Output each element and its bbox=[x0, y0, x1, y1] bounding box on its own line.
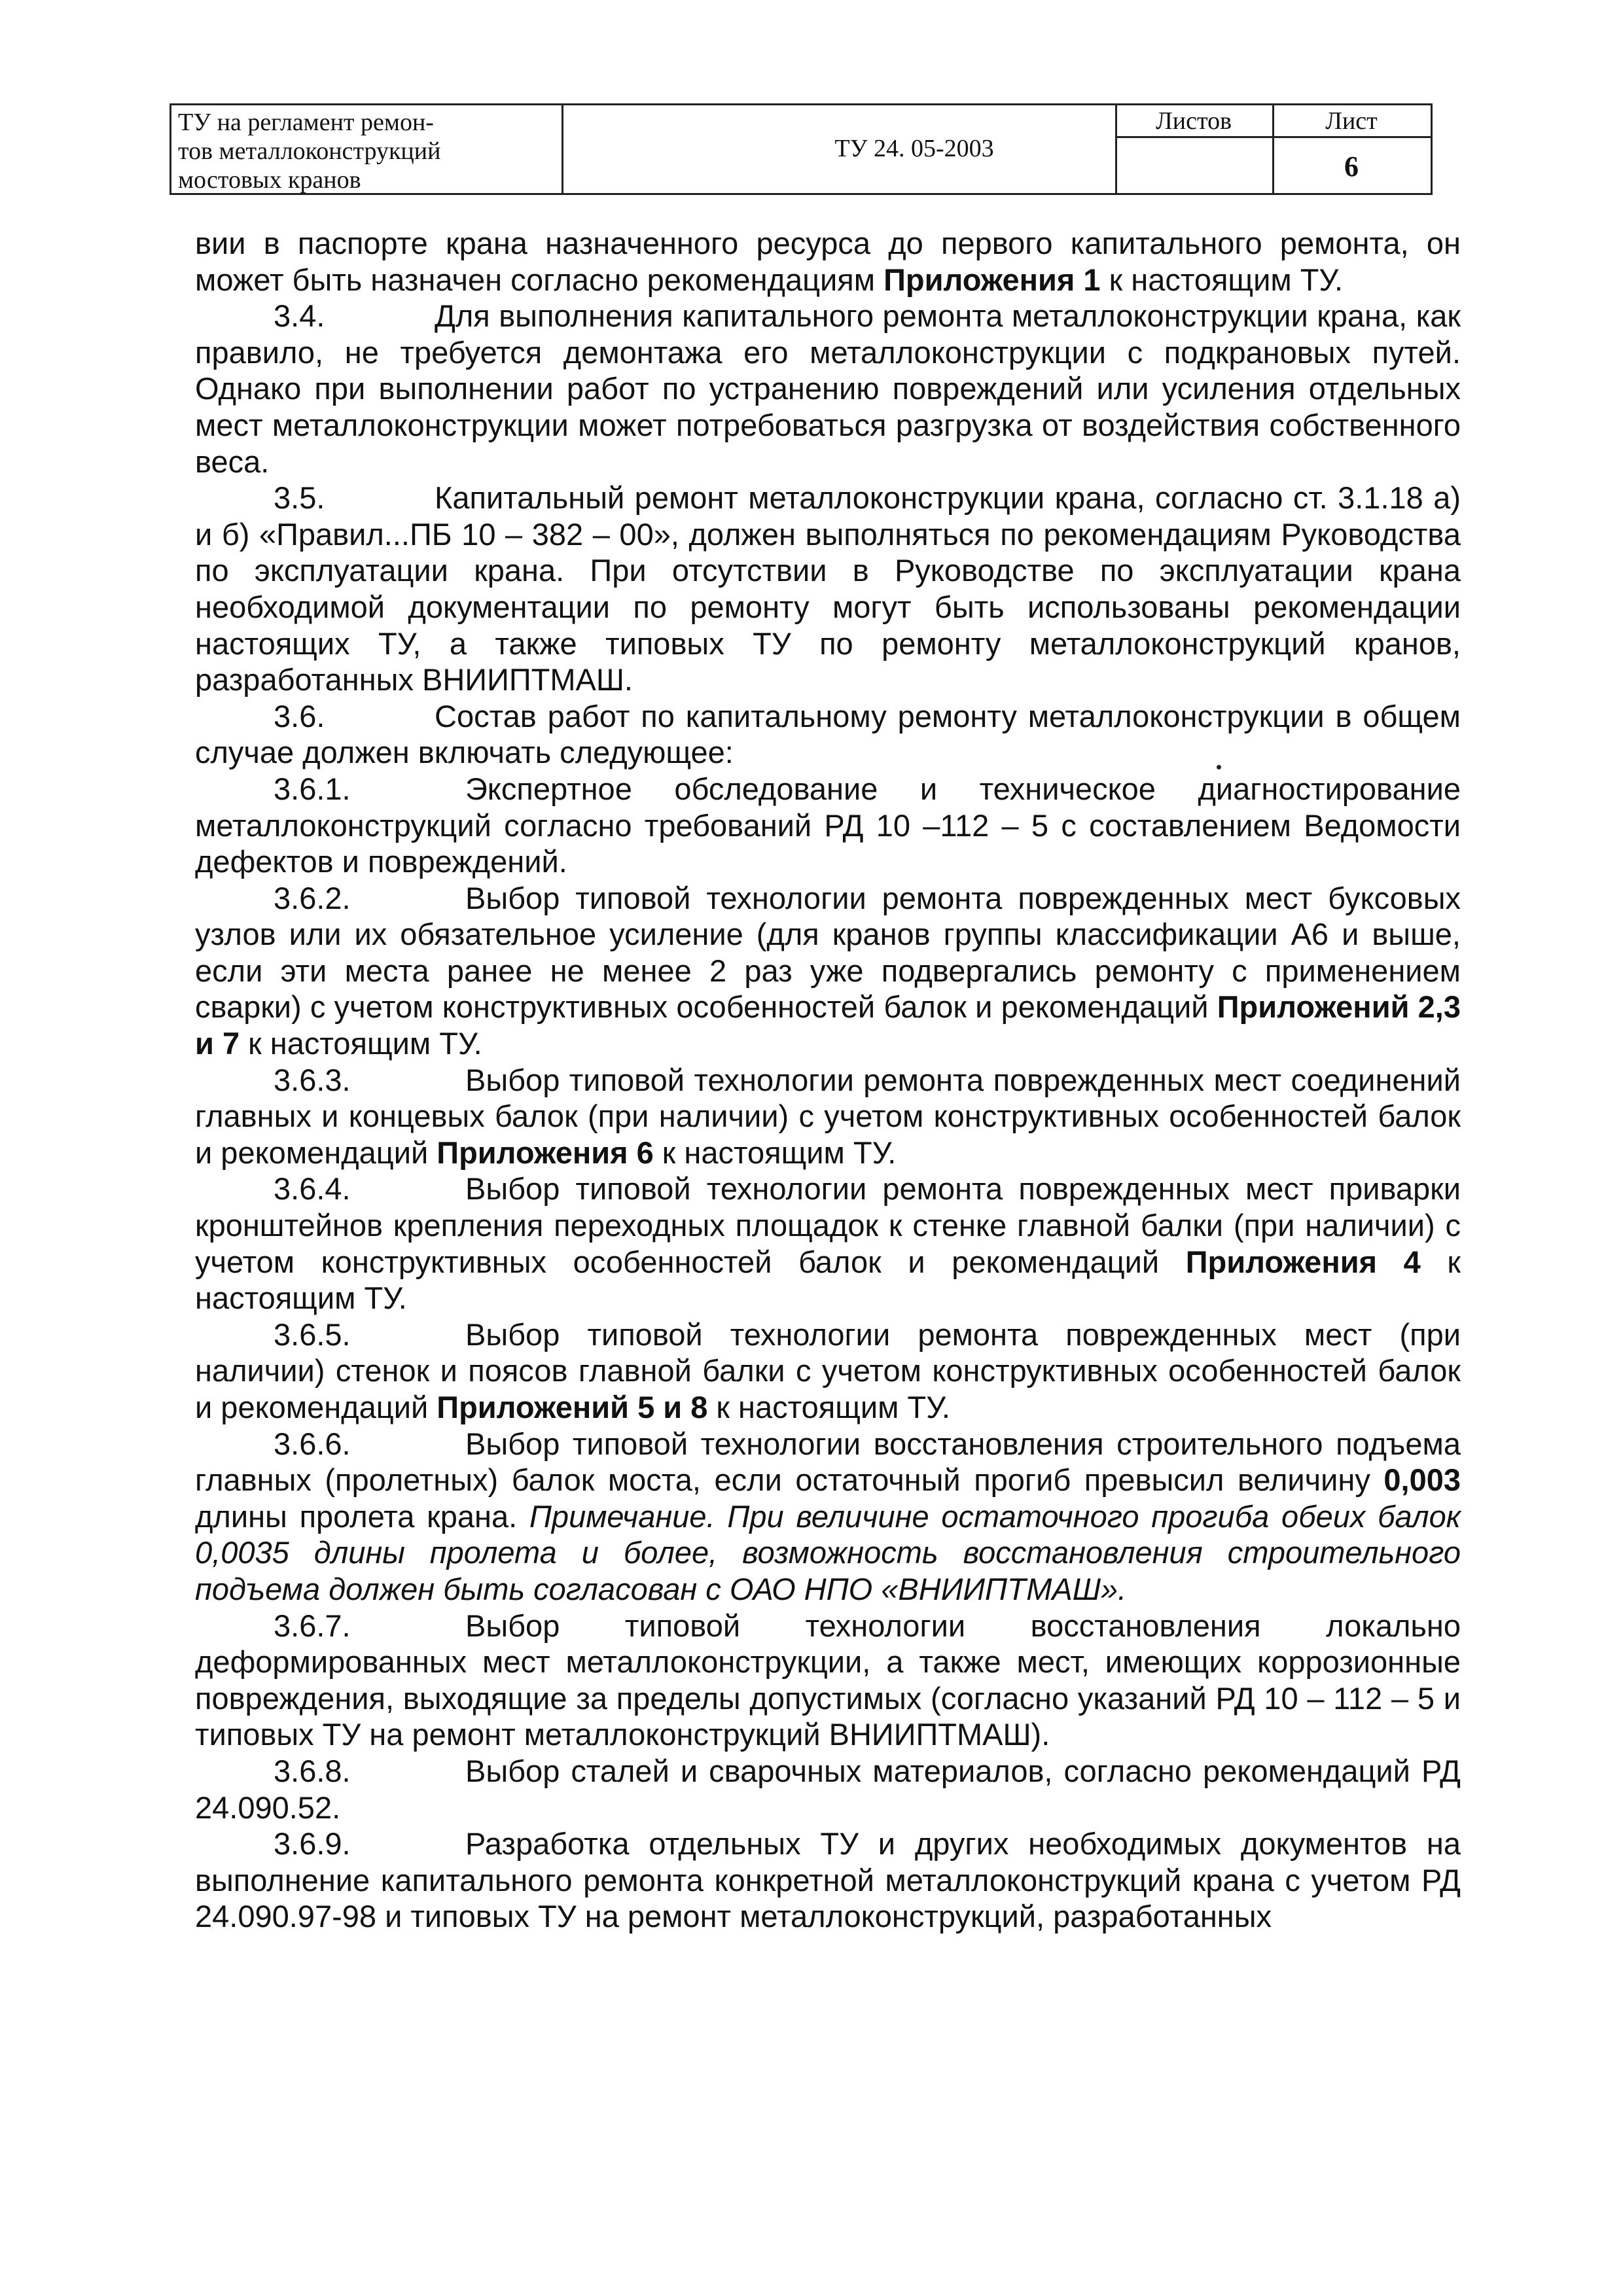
paragraph bbox=[195, 880, 1461, 1062]
paragraph-text: Экспертное обследование и техническое диагностирование металлоконструкций согласно требований РД 10 –112 – 5 с составлением Ведомости дефектов и повреждений. bbox=[195, 771, 1461, 879]
paragraph-text: к настоящим ТУ. bbox=[707, 1390, 950, 1424]
clause-number: 3.6.9. bbox=[274, 1826, 351, 1862]
document-title-line: мостовых кранов bbox=[178, 166, 361, 194]
clause-number: 3.6.5. bbox=[274, 1316, 351, 1352]
appendix-reference: 0,003 bbox=[1383, 1462, 1461, 1498]
paragraph bbox=[195, 1316, 1461, 1426]
paragraph-text: Выбор типовой технологии ремонта поврежденных мест приварки кронштейнов крепления переходных площадок к стенке главной балки (при наличии) с учетом конструктивных особенностей балок и рекомендаций bbox=[195, 1171, 1461, 1279]
paragraph-text: Для выполнения капитального ремонта металлоконструкции крана, как правило, не требуется демонтажа его металлоконструкции с подкрановых путей. Однако при выполнении работ по устранению повреждений или усиления отдельных мест металлоконструкции может потребоваться разгрузка от воздействия собственного веса. bbox=[195, 298, 1461, 479]
appendix-reference: Приложения 4 bbox=[1185, 1244, 1421, 1279]
clause-number: 3.6.2. bbox=[274, 880, 351, 915]
title-block bbox=[169, 103, 1433, 195]
paragraph-text: Выбор типовой технологии ремонта поврежденных мест (при наличии) стенок и поясов главной балки с учетом конструктивных особенностей балок и рекомендаций bbox=[195, 1316, 1461, 1424]
sheets-count-label: Листов bbox=[1115, 105, 1272, 138]
paragraph-text: Выбор сталей и сварочных материалов, согласно рекомендаций РД 24.090.52. bbox=[195, 1753, 1461, 1825]
document-title bbox=[178, 108, 558, 194]
document-title-line: ТУ на регламент ремон- bbox=[178, 109, 434, 136]
paragraph bbox=[195, 480, 1461, 698]
note-text: Примечание. При величине остаточного прогиба обеих балок 0,0035 длины пролета и более, возможность восстановления строительного подъема должен быть согласован с ОАО НПО «ВНИИПТМАШ». bbox=[195, 1498, 1461, 1606]
stray-dot bbox=[1217, 765, 1221, 769]
sheet-number-label: Лист bbox=[1272, 105, 1431, 138]
clause-number: 3.6.7. bbox=[274, 1608, 351, 1643]
paragraph bbox=[195, 771, 1461, 880]
paragraph-text: Выбор типовой технологии ремонта поврежденных мест соединений главных и концевых балок (при наличии) с учетом конструктивных особенностей балок и рекомендаций bbox=[195, 1062, 1461, 1170]
paragraph bbox=[195, 1826, 1461, 1935]
document-title-line: тов металлоконструкций bbox=[178, 137, 441, 165]
clause-number: 3.6.1. bbox=[274, 771, 351, 806]
clause-number: 3.4. bbox=[274, 298, 325, 334]
paragraph-text: Состав работ по капитальному ремонту металлоконструкции в общем случае должен включать следующее: bbox=[195, 698, 1461, 770]
appendix-reference: Приложений 5 и 8 bbox=[437, 1390, 708, 1424]
appendix-reference: Приложений 2,3 и 7 bbox=[195, 989, 1461, 1061]
appendix-reference: Приложения 1 bbox=[883, 262, 1101, 297]
clause-number: 3.5. bbox=[274, 480, 325, 516]
clause-number: 3.6. bbox=[274, 698, 325, 733]
paragraph bbox=[195, 298, 1461, 480]
paragraph bbox=[195, 1426, 1461, 1608]
paragraph-text: к настоящим ТУ. bbox=[240, 1026, 482, 1061]
paragraph-text: длины пролета крана. bbox=[195, 1498, 529, 1534]
paragraph bbox=[195, 698, 1461, 771]
paragraph-text: к настоящим ТУ. bbox=[195, 1244, 1461, 1316]
paragraph-text: к настоящим ТУ. bbox=[1100, 262, 1344, 297]
paragraph bbox=[195, 1171, 1461, 1316]
paragraph bbox=[195, 1753, 1461, 1826]
document-body bbox=[195, 225, 1461, 1935]
clause-number: 3.6.3. bbox=[274, 1062, 351, 1097]
appendix-reference: Приложения 6 bbox=[437, 1135, 654, 1170]
document-code: ТУ 24. 05-2003 bbox=[834, 135, 994, 162]
paragraph bbox=[195, 1062, 1461, 1171]
clause-number: 3.6.6. bbox=[274, 1426, 351, 1461]
sheets-count-value bbox=[1115, 138, 1272, 195]
paragraph-text: Капитальный ремонт металлоконструкции крана, согласно ст. 3.1.18 а) и б) «Правил...ПБ 10 – 382 – 00», должен выполняться по рекомендациям Руководства по эксплуатации крана. При отсутствии в Руководстве по эксплуатации крана необходимой документации по ремонту могут быть использованы рекомендации настоящих ТУ, а также типовых ТУ по ремонту металлоконструкций кранов, разработанных ВНИИПТМАШ. bbox=[195, 480, 1461, 698]
paragraph bbox=[195, 1608, 1461, 1753]
paragraph bbox=[195, 225, 1461, 298]
paragraph-text: Выбор типовой технологии восстановления строительного подъема главных (пролетных) балок моста, если остаточный прогиб превысил величину bbox=[195, 1426, 1461, 1498]
paragraph-text: вии в паспорте крана назначенного ресурса до первого капитального ремонта, он может быть назначен согласно рекомендациям bbox=[195, 226, 1461, 297]
sheet-number: 6 bbox=[1344, 150, 1359, 183]
paragraph-text: Разработка отдельных ТУ и других необходимых документов на выполнение капитального ремонта конкретной металлоконструкций крана с учетом РД 24.090.97-98 и типовых ТУ на ремонт металлоконструкций, разработанных bbox=[195, 1826, 1461, 1934]
paragraph-text: к настоящим ТУ. bbox=[653, 1135, 897, 1170]
stamp-divider bbox=[562, 105, 563, 193]
paragraph-text: Выбор типовой технологии ремонта поврежденных мест буксовых узлов или их обязательное усиление (для кранов группы классификации А6 и выше, если эти места ранее не менее 2 раз уже подвергались ремонту с применением сварки) с учетом конструктивных особенностей балок и рекомендаций bbox=[195, 880, 1461, 1025]
paragraph-text: Выбор типовой технологии восстановления локально деформированных мест металлоконструкции, а также мест, имеющих коррозионные повреждения, выходящие за пределы допустимых (согласно указаний РД 10 – 112 – 5 и типовых ТУ на ремонт металлоконструкций ВНИИПТМАШ). bbox=[195, 1608, 1461, 1752]
clause-number: 3.6.8. bbox=[274, 1753, 351, 1788]
clause-number: 3.6.4. bbox=[274, 1171, 351, 1207]
